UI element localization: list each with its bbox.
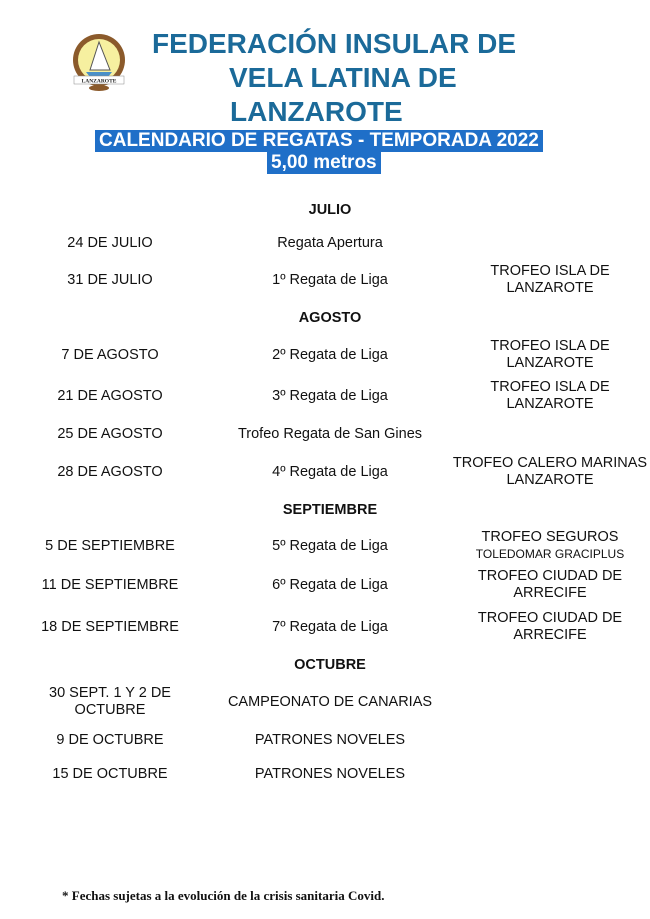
date-text: 15 DE OCTUBRE xyxy=(52,765,168,782)
federation-logo xyxy=(68,32,130,94)
trophy-text: TROFEO CIUDAD DE ARRECIFE xyxy=(477,610,623,643)
event-date xyxy=(20,414,200,454)
event-row xyxy=(0,376,650,416)
trophy-text: TROFEO ISLA DE LANZAROTE xyxy=(490,263,610,296)
event-event xyxy=(210,607,450,647)
event-row xyxy=(0,526,650,566)
trophy-text: TROFEO SEGUROS xyxy=(481,529,619,545)
svg-text:LANZAROTE: LANZAROTE xyxy=(81,78,117,85)
event-trophy xyxy=(450,607,650,647)
event-date xyxy=(20,452,200,492)
event-date xyxy=(20,260,200,300)
event-trophy xyxy=(450,754,650,794)
event-trophy xyxy=(450,260,650,300)
event-text: PATRONES NOVELES xyxy=(254,765,406,782)
date-text: 7 DE AGOSTO xyxy=(61,346,159,363)
event-event xyxy=(210,223,450,263)
month-heading: JULIO xyxy=(308,202,352,218)
trophy-text: TROFEO ISLA DE LANZAROTE xyxy=(490,338,610,371)
event-text: 2º Regata de Liga xyxy=(272,346,388,363)
event-text: PATRONES NOVELES xyxy=(254,731,406,748)
event-text: 7º Regata de Liga xyxy=(272,618,388,635)
event-event xyxy=(210,260,450,300)
event-row xyxy=(0,260,650,300)
event-row xyxy=(0,414,650,454)
event-row xyxy=(0,335,650,375)
event-date xyxy=(20,607,200,647)
footnote: * Fechas sujetas a la evolución de la crisis sanitaria Covid. xyxy=(62,888,385,903)
date-text: 18 DE SEPTIEMBRE xyxy=(41,618,179,635)
event-event xyxy=(210,414,450,454)
date-text: 28 DE AGOSTO xyxy=(57,463,163,480)
event-date xyxy=(20,223,200,263)
date-text: 11 DE SEPTIEMBRE xyxy=(41,576,179,593)
event-date xyxy=(20,526,200,566)
date-text: 31 DE JULIO xyxy=(67,271,153,288)
trophy-subtext: TOLEDOMAR GRACIPLUS xyxy=(475,547,625,561)
event-date xyxy=(20,754,200,794)
date-text: 30 SEPT. 1 Y 2 DE OCTUBRE xyxy=(49,685,171,718)
date-text: 25 DE AGOSTO xyxy=(57,425,163,442)
event-trophy xyxy=(450,376,650,416)
title-line-3: LANZAROTE xyxy=(230,96,403,127)
event-row xyxy=(0,565,650,605)
event-trophy xyxy=(450,223,650,263)
event-event xyxy=(210,682,450,722)
event-text: CAMPEONATO DE CANARIAS xyxy=(227,693,433,710)
trophy-text: TROFEO CALERO MARINAS LANZAROTE xyxy=(452,455,648,488)
event-event xyxy=(210,335,450,375)
date-text: 21 DE AGOSTO xyxy=(57,387,163,404)
event-date xyxy=(20,565,200,605)
title-line-2: VELA LATINA DE xyxy=(229,62,457,93)
date-text: 24 DE JULIO xyxy=(67,234,153,251)
event-row xyxy=(0,223,650,263)
event-text: 4º Regata de Liga xyxy=(272,463,388,480)
event-trophy xyxy=(450,335,650,375)
event-date xyxy=(20,376,200,416)
event-event xyxy=(210,526,450,566)
date-text: 5 DE SEPTIEMBRE xyxy=(45,537,175,554)
event-trophy xyxy=(450,414,650,454)
event-date xyxy=(20,682,200,722)
event-text: Regata Apertura xyxy=(277,234,383,251)
title-line-1: FEDERACIÓN INSULAR DE xyxy=(152,28,517,59)
event-row xyxy=(0,452,650,492)
month-heading: SEPTIEMBRE xyxy=(282,502,378,518)
event-text: 1º Regata de Liga xyxy=(272,271,388,288)
event-row xyxy=(0,682,650,722)
event-event xyxy=(210,754,450,794)
event-date xyxy=(20,335,200,375)
event-trophy xyxy=(450,526,650,566)
calendar-subtitle: CALENDARIO DE REGATAS - TEMPORADA 2022 xyxy=(95,130,543,152)
event-text: 5º Regata de Liga xyxy=(272,537,388,554)
event-trophy xyxy=(450,565,650,605)
month-heading: AGOSTO xyxy=(298,310,362,326)
event-trophy xyxy=(450,452,650,492)
date-text: 9 DE OCTUBRE xyxy=(56,731,164,748)
event-trophy xyxy=(450,682,650,722)
trophy-text: TROFEO CIUDAD DE ARRECIFE xyxy=(477,568,623,601)
event-text: 3º Regata de Liga xyxy=(272,387,388,404)
event-row xyxy=(0,754,650,794)
event-event xyxy=(210,452,450,492)
event-text: Trofeo Regata de San Gines xyxy=(237,425,423,442)
event-row xyxy=(0,607,650,647)
event-event xyxy=(210,376,450,416)
boat-class: 5,00 metros xyxy=(267,152,381,174)
event-event xyxy=(210,565,450,605)
event-text: 6º Regata de Liga xyxy=(272,576,388,593)
trophy-text: TROFEO ISLA DE LANZAROTE xyxy=(490,379,610,412)
month-heading: OCTUBRE xyxy=(294,657,366,673)
